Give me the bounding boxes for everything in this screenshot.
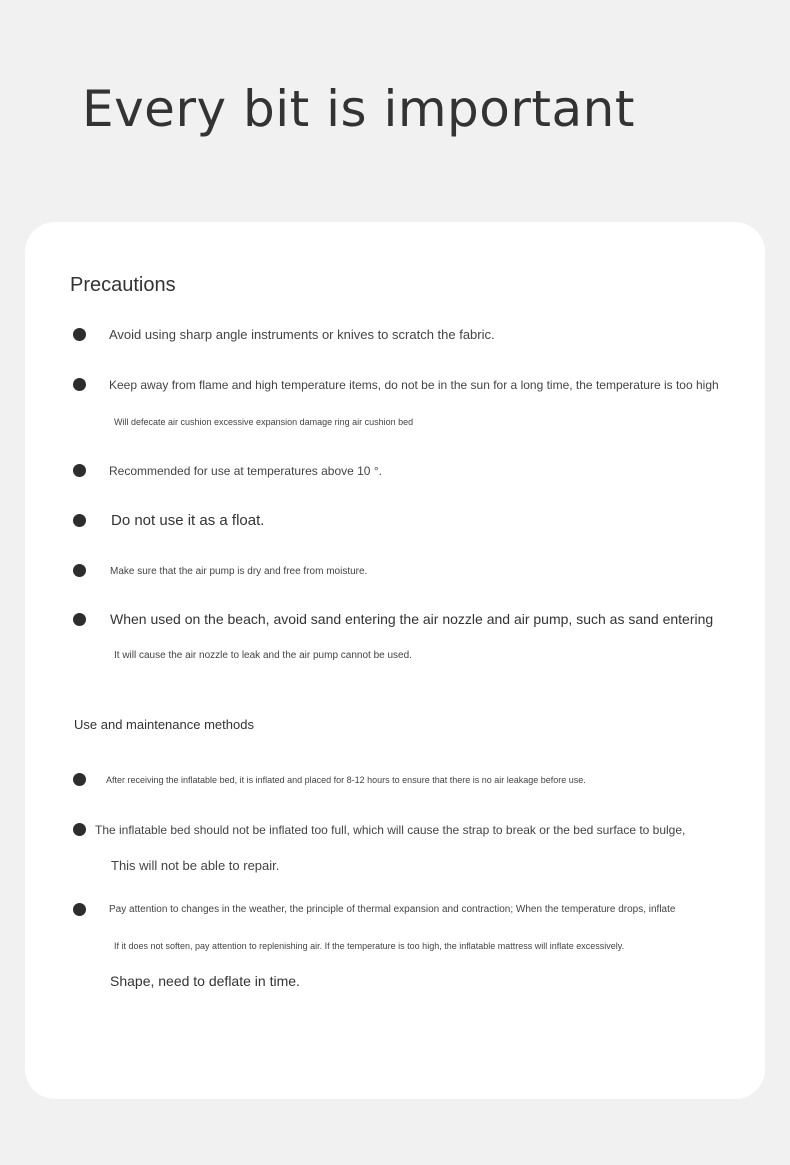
precaution-item: Do not use it as a float. — [111, 512, 265, 529]
precaution-item: Recommended for use at temperatures above 10 °. — [109, 464, 382, 478]
headline: Every bit is important — [82, 80, 635, 138]
precautions-title: Precautions — [70, 274, 176, 296]
bullet-icon — [73, 514, 86, 527]
maintenance-item: After receiving the inflatable bed, it is inflated and placed for 8-12 hours to ensure that there is no air leakage before use. — [106, 775, 586, 785]
maintenance-item-continuation: Shape, need to deflate in time. — [110, 973, 300, 989]
maintenance-item: Pay attention to changes in the weather, the principle of thermal expansion and contraction; When the temperature drops, inflate — [109, 904, 676, 915]
precaution-item: When used on the beach, avoid sand entering the air nozzle and air pump, such as sand entering — [110, 611, 714, 627]
bullet-icon — [73, 328, 86, 341]
bullet-icon — [73, 564, 86, 577]
bullet-icon — [73, 823, 86, 836]
bullet-icon — [73, 464, 86, 477]
bullet-icon — [73, 613, 86, 626]
bullet-icon — [73, 903, 86, 916]
maintenance-title: Use and maintenance methods — [74, 717, 254, 732]
precaution-item-continuation: It will cause the air nozzle to leak and the air pump cannot be used. — [114, 650, 412, 661]
precaution-item: Avoid using sharp angle instruments or knives to scratch the fabric. — [109, 327, 495, 342]
precaution-item: Keep away from flame and high temperature items, do not be in the sun for a long time, the temperature is too high — [109, 378, 719, 392]
precaution-item-continuation: Will defecate air cushion excessive expansion damage ring air cushion bed — [114, 417, 414, 427]
maintenance-item: The inflatable bed should not be inflated too full, which will cause the strap to break or the bed surface to bulge, — [95, 823, 686, 837]
maintenance-item-continuation: If it does not soften, pay attention to replenishing air. If the temperature is too high, the inflatable mattress will inflate excessively. — [114, 941, 625, 951]
precaution-item: Make sure that the air pump is dry and free from moisture. — [110, 566, 368, 577]
bullet-icon — [73, 773, 86, 786]
bullet-icon — [73, 378, 86, 391]
maintenance-item-continuation: This will not be able to repair. — [111, 858, 280, 873]
content-card — [25, 222, 765, 1099]
